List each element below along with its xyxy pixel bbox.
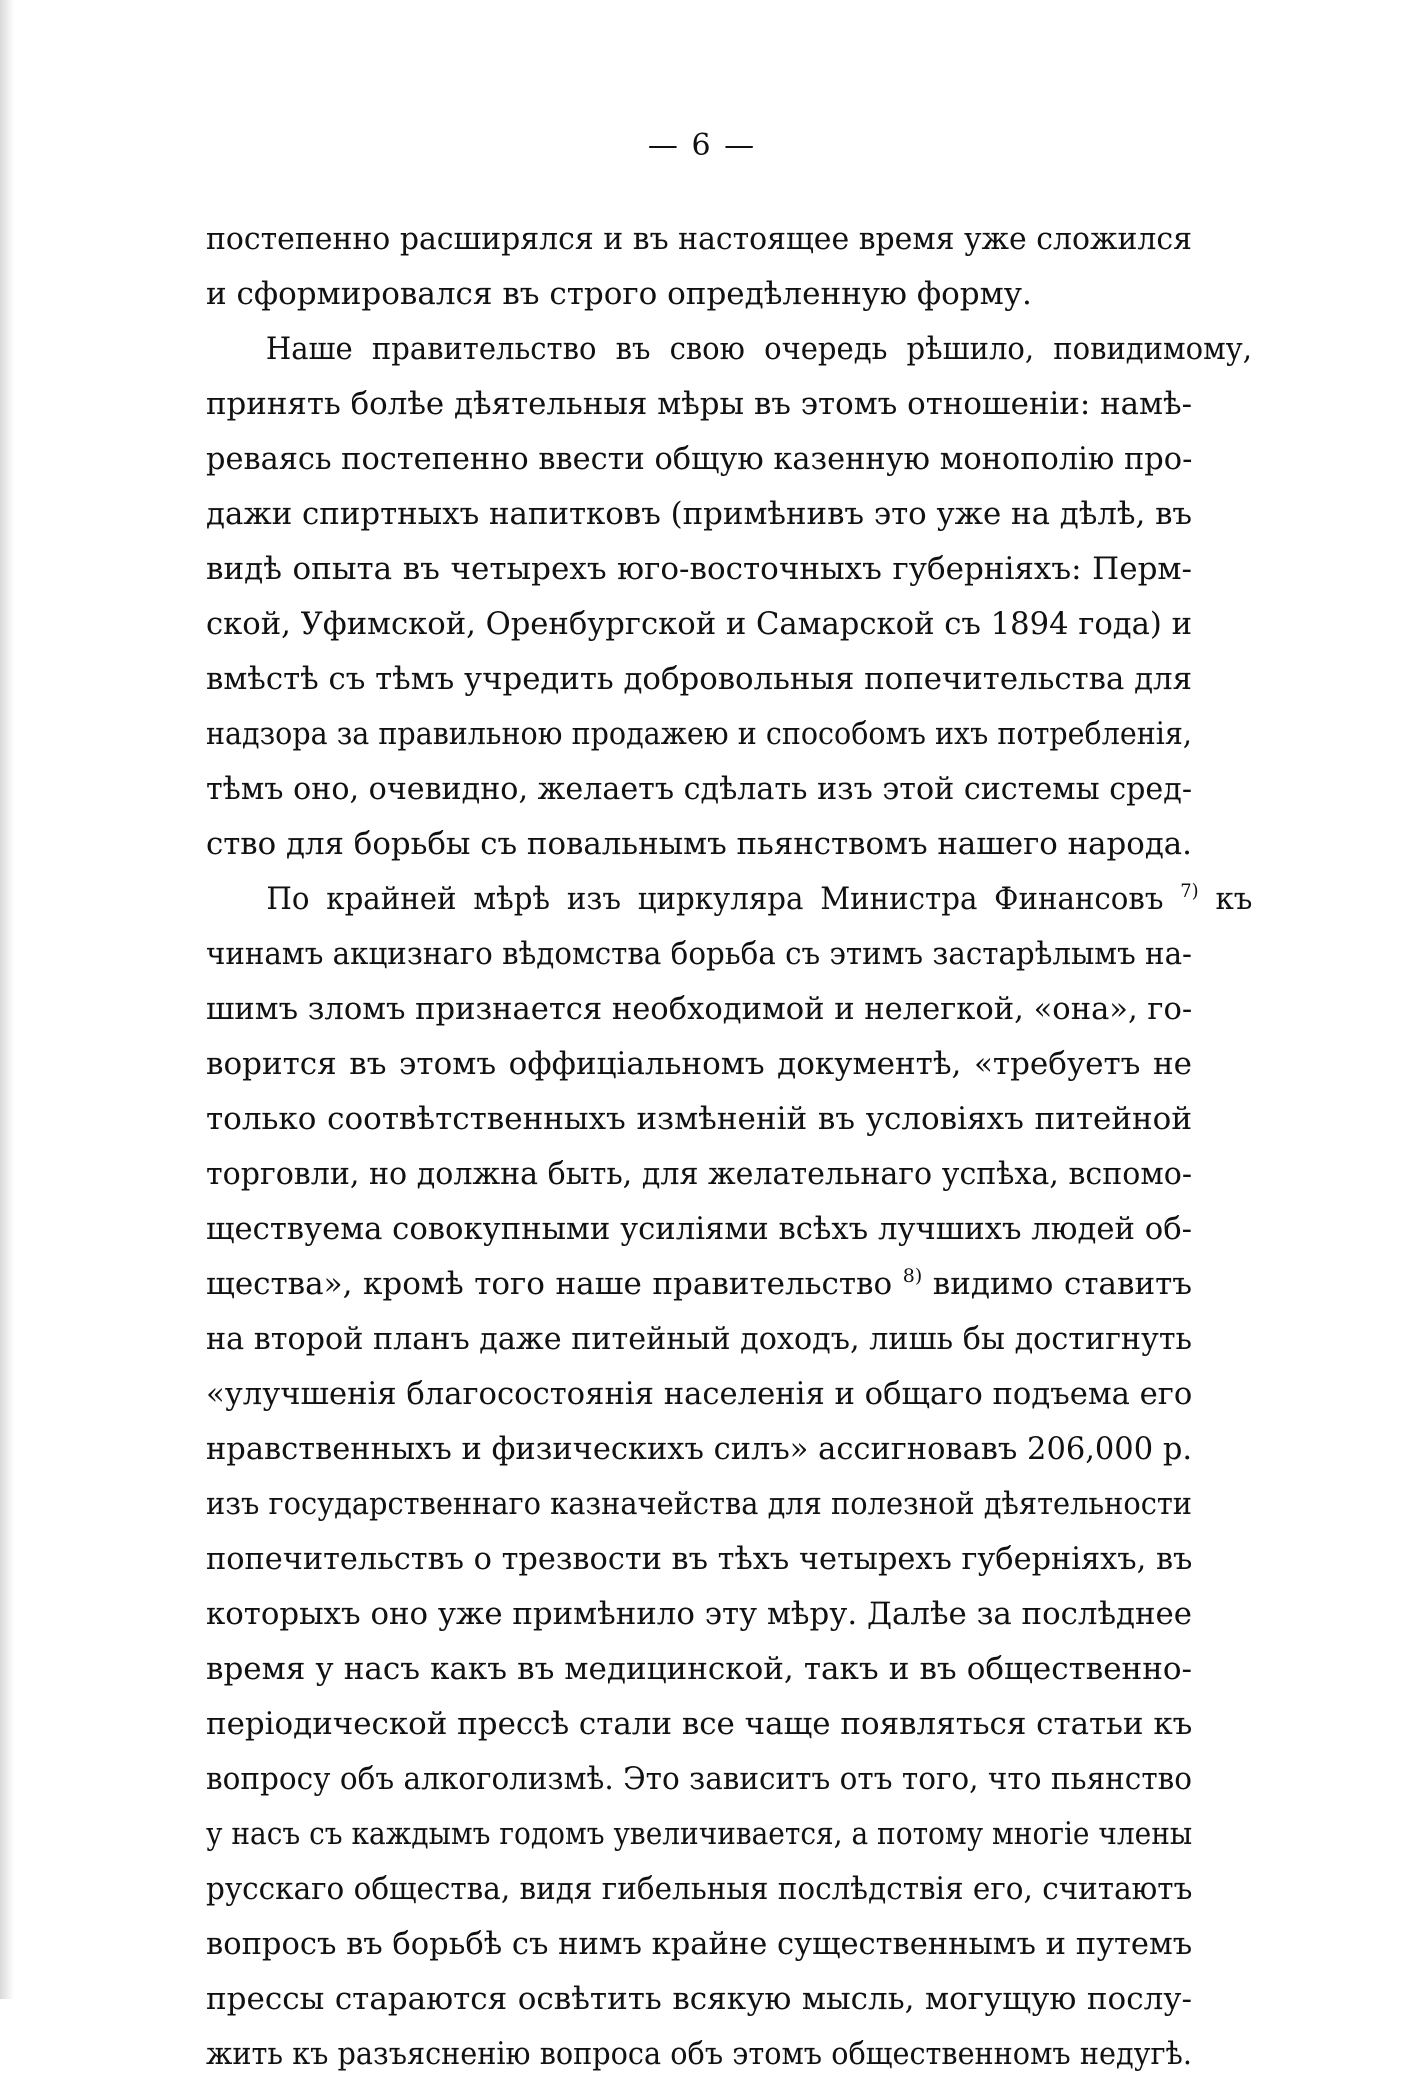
text-line	[206, 597, 1192, 652]
text-line	[206, 872, 1252, 927]
text-line	[206, 1752, 1192, 1807]
text-line-content: шимъ зломъ признается необходимой и нелегкой, «она», го-	[206, 991, 1193, 1027]
text-line-content: ществуема совокупными усиліями всѣхъ лучшихъ людей об-	[206, 1211, 1193, 1247]
text-line-content: постепенно расширялся и въ настоящее время уже сложился	[206, 221, 1192, 257]
text-line-content: вопросъ въ борьбѣ съ нимъ крайне существеннымъ и путемъ	[206, 1926, 1193, 1962]
text-line	[206, 927, 1192, 982]
text-line	[206, 1092, 1192, 1147]
text-line	[206, 1972, 1192, 2027]
text-line-content: тѣмъ оно, очевидно, желаетъ сдѣлать изъ этой системы сред-	[206, 771, 1193, 807]
text-line	[206, 322, 1252, 377]
text-line-content: время у насъ какъ въ медицинской, такъ и въ общественно-	[206, 1651, 1192, 1687]
text-line	[206, 1807, 1192, 1862]
text-line	[206, 982, 1192, 1037]
text-line	[206, 1312, 1192, 1367]
footnote-marker: 8)	[902, 1265, 923, 1287]
text-line	[206, 377, 1192, 432]
text-line	[206, 1532, 1192, 1587]
text-line	[206, 1037, 1192, 1092]
text-line	[206, 817, 1192, 872]
text-line-content: «улучшенія благосостоянія населенія и общаго подъема его	[206, 1376, 1193, 1412]
text-line	[206, 1147, 1192, 1202]
text-line-content: періодической прессѣ стали все чаще появляться статьи къ	[206, 1706, 1193, 1742]
text-line	[206, 542, 1192, 597]
text-line-content: принять болѣе дѣятельныя мѣры въ этомъ отношеніи: намѣ-	[206, 386, 1193, 422]
page-edge-shadow	[0, 0, 14, 1999]
text-line-content: русскаго общества, видя гибельныя послѣдствія его, считаютъ	[206, 1871, 1193, 1907]
text-line	[206, 1422, 1192, 1477]
text-line	[206, 652, 1192, 707]
text-line-content: видѣ опыта въ четырехъ юго-восточныхъ губерніяхъ: Перм-	[206, 551, 1192, 587]
text-line	[206, 1257, 1192, 1312]
text-line-content: вмѣстѣ съ тѣмъ учредить добровольныя попечительства для	[206, 661, 1193, 697]
text-line-content: попечительствъ о трезвости въ тѣхъ четырехъ губерніяхъ, въ	[206, 1541, 1193, 1577]
text-line-content: чинамъ акцизнаго вѣдомства борьба съ этимъ застарѣлымъ на-	[206, 936, 1192, 972]
text-line	[206, 1367, 1192, 1422]
text-line-content: По крайней мѣрѣ изъ циркуляра Министра Финансовъ	[266, 881, 1164, 917]
text-line	[206, 2027, 1192, 2082]
text-line-content: прессы стараются освѣтить всякую мысль, могущую послу-	[206, 1981, 1192, 2017]
body-text	[206, 212, 1253, 2082]
text-line-continuation: къ	[1198, 881, 1253, 917]
text-line-continuation: видимо ставитъ	[922, 1266, 1192, 1302]
text-line-content: нравственныхъ и физическихъ силъ» ассигновавъ 206,000 р.	[206, 1431, 1193, 1467]
text-line	[206, 762, 1192, 817]
page-number: — 6 —	[647, 128, 757, 163]
text-line-content: только соотвѣтственныхъ измѣненій въ условіяхъ питейной	[206, 1101, 1192, 1137]
text-line-content: вопросу объ алкоголизмѣ. Это зависитъ отъ того, что пьянство	[206, 1761, 1192, 1797]
text-line-content: торговли, но должна быть, для желательнаго успѣха, вспомо-	[206, 1156, 1192, 1192]
text-line-content: на второй планъ даже питейный доходъ, лишь бы достигнуть	[206, 1321, 1192, 1357]
text-line	[206, 212, 1192, 267]
text-line-content: которыхъ оно уже примѣнило эту мѣру. Далѣе за послѣднее	[206, 1596, 1193, 1632]
text-line-content: жить къ разъясненію вопроса объ этомъ общественномъ недугѣ.	[206, 2036, 1192, 2072]
text-line-content: Наше правительство въ свою очередь рѣшило, повидимому,	[265, 331, 1252, 367]
text-line	[206, 1697, 1192, 1752]
text-line-content: надзора за правильною продажею и способомъ ихъ потребленія,	[206, 716, 1192, 752]
text-line-content: и сформировался въ строго опредѣленную форму.	[206, 276, 1032, 312]
text-line-content: ворится въ этомъ оффиціальномъ документѣ, «требуетъ не	[206, 1046, 1192, 1082]
text-line	[206, 707, 1192, 762]
text-line	[206, 267, 1192, 322]
text-line	[206, 1477, 1192, 1532]
text-line	[206, 1587, 1192, 1642]
text-line-content: ство для борьбы съ повальнымъ пьянствомъ нашего народа.	[206, 826, 1192, 862]
text-line-content: изъ государственнаго казначейства для полезной дѣятельности	[206, 1486, 1193, 1522]
text-line	[206, 1202, 1192, 1257]
text-line-content: дажи спиртныхъ напитковъ (примѣнивъ это уже на дѣлѣ, въ	[206, 496, 1193, 532]
footnote-marker: 7)	[1180, 880, 1199, 902]
text-line-content: у насъ съ каждымъ годомъ увеличивается, а потому многіе члены	[206, 1816, 1193, 1852]
text-line-content: щества», кромѣ того наше правительство	[206, 1266, 893, 1302]
text-line	[206, 1917, 1192, 1972]
text-line	[206, 1642, 1192, 1697]
text-line-content: реваясь постепенно ввести общую казенную монополію про-	[206, 441, 1193, 477]
text-line-content: ской, Уфимской, Оренбургской и Самарской съ 1894 года) и	[206, 606, 1193, 642]
text-line	[206, 432, 1192, 487]
text-line	[206, 1862, 1192, 1917]
text-line	[206, 487, 1192, 542]
